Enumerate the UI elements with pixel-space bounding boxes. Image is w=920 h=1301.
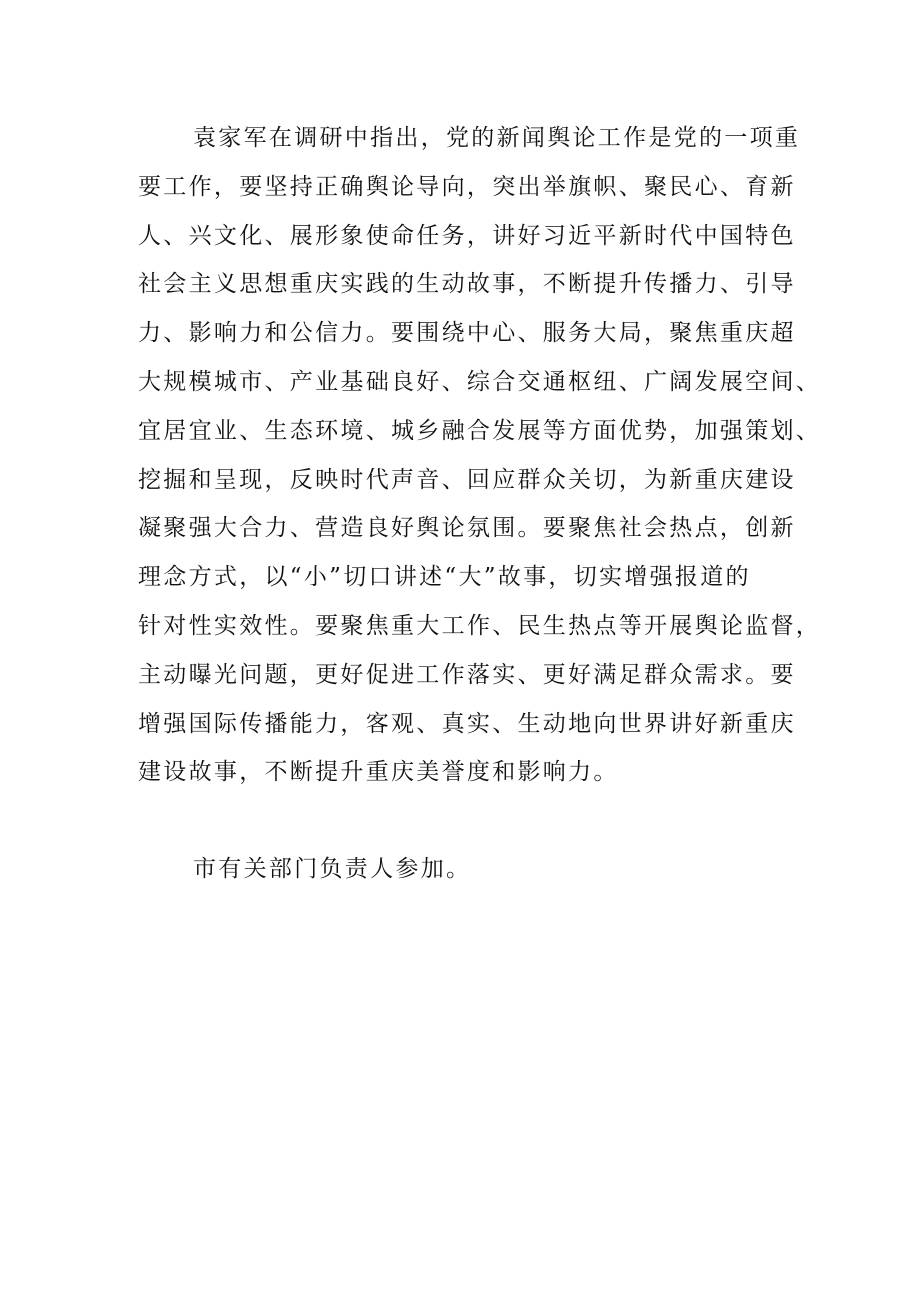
paragraph-line: 挖掘和呈现，反映时代声音、回应群众关切，为新重庆建设	[138, 466, 796, 493]
paragraph-line: 建设故事，不断提升重庆美誉度和影响力。	[138, 759, 619, 786]
paragraph-line: 针对性实效性。要聚焦重大工作、民生热点等开展舆论监督，	[138, 612, 822, 639]
paragraph-line: 增强国际传播能力，客观、真实、生动地向世界讲好新重庆	[138, 710, 796, 737]
paragraph-line: 袁家军在调研中指出，党的新闻舆论工作是党的一项重	[193, 125, 801, 151]
paragraph-line: 社会主义思想重庆实践的生动故事，不断提升传播力、引导	[138, 271, 796, 298]
paragraph-line: 人、兴文化、展形象使命任务，讲好习近平新时代中国特色	[138, 222, 796, 249]
paragraph-line: 主动曝光问题，更好促进工作落实、更好满足群众需求。要	[138, 661, 796, 688]
body-paragraph-2	[138, 845, 788, 895]
paragraph-line: 凝聚强大合力、营造良好舆论氛围。要聚焦社会热点，创新	[138, 515, 796, 542]
paragraph-line: 力、影响力和公信力。要围绕中心、服务大局，聚焦重庆超	[138, 320, 796, 347]
paragraph-line: 市有关部门负责人参加。	[193, 856, 472, 882]
body-paragraph-1	[138, 114, 822, 798]
paragraph-line: 理念方式，以“小”切口讲述“大”故事，切实增强报道的	[138, 564, 751, 591]
paragraph-line: 要工作，要坚持正确舆论导向，突出举旗帜、聚民心、育新	[138, 173, 796, 200]
paragraph-line: 大规模城市、产业基础良好、综合交通枢纽、广阔发展空间、	[138, 368, 822, 395]
paragraph-line: 宜居宜业、生态环境、城乡融合发展等方面优势，加强策划、	[138, 417, 822, 444]
